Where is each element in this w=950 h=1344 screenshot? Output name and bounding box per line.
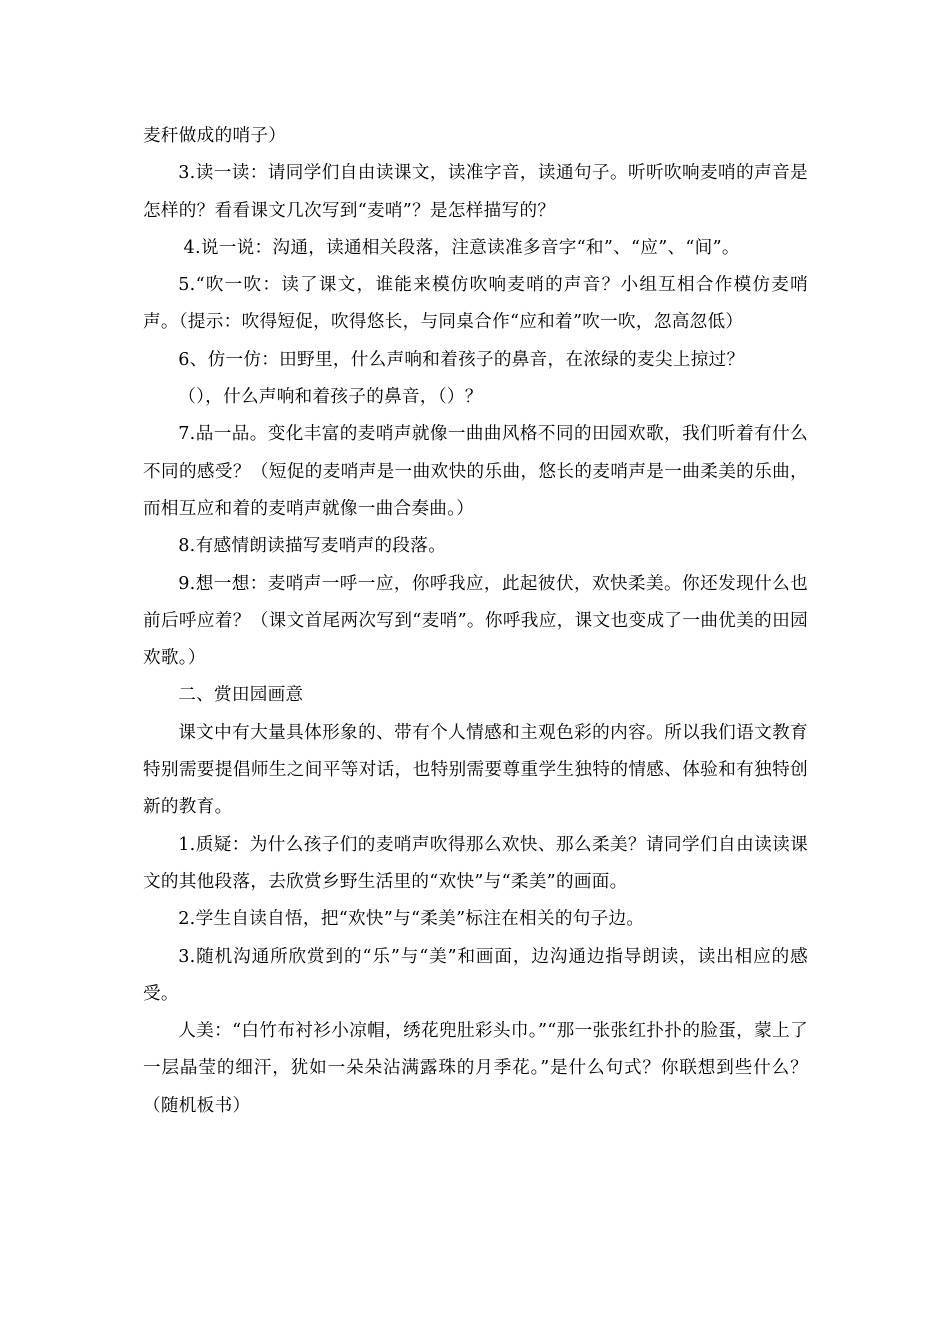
paragraph-step-8-read-aloud: 8.有感情朗读描写麦哨声的段落。 xyxy=(178,536,447,557)
paragraph-continuation: 麦秆做成的哨子） xyxy=(143,126,287,146)
paragraph-step-7-appreciate: 7.品一品。变化丰富的麦哨声就像一曲曲风格不同的田园欢歌，我们听着有什么不同的感受？（短促的麦哨声是一曲欢快的乐曲，悠长的麦哨声是一曲柔美的乐曲，而相互应和着的麦哨声就像一曲合奏曲。） xyxy=(143,424,808,519)
paragraph-question-3: 3.随机沟通所欣赏到的“乐”与“美”和画面，边沟通边指导朗读，读出相应的感受。 xyxy=(143,946,808,1004)
paragraph-step-3-read: 3.读一读：请同学们自由读课文，读准字音，读通句子。听听吹响麦哨的声音是怎样的？看看课文几次写到“麦哨”？是怎样描写的？ xyxy=(143,163,808,221)
document-body xyxy=(143,118,808,1125)
paragraph-step-9-think: 9.想一想：麦哨声一呼一应，你呼我应，此起彼伏，欢快柔美。你还发现什么也前后呼应着？（课文首尾两次写到“麦哨”。你呼我应，课文也变成了一曲优美的田园欢歌。） xyxy=(143,573,808,669)
paragraph-step-6-template: （），什么声响和着孩子的鼻音，（）？ xyxy=(178,387,483,408)
paragraph-step-6-imitate: 6、仿一仿：田野里，什么声响和着孩子的鼻音，在浓绿的麦尖上掠过？ xyxy=(178,349,745,370)
section-heading-2: 二、赏田园画意 xyxy=(178,685,304,706)
paragraph-step-4-speak: 4.说一说：沟通，读通相关段落，注意读准多音字“和”、“应”、“间”。 xyxy=(183,237,740,258)
paragraph-people-beauty: 人美：“白竹布衬衫小凉帽，绣花兜肚彩头巾。”“那一张张红扑扑的脸蛋，蒙上了一层晶莹的细汗，犹如一朵朵沾满露珠的月季花。”是什么句式？你联想到些什么？（随机板书） xyxy=(143,1021,808,1116)
paragraph-step-5-blow: 5.“吹一吹：读了课文，谁能来模仿吹响麦哨的声音？小组互相合作模仿麦哨声。（提示：吹得短促，吹得悠长，与同桌合作“应和着”吹一吹，忽高忽低） xyxy=(143,275,808,333)
paragraph-question-2: 2.学生自读自悟，把“欢快”与“柔美”标注在相关的句子边。 xyxy=(178,909,645,930)
paragraph-question-1: 1.质疑：为什么孩子们的麦哨声吹得那么欢快、那么柔美？请同学们自由读读课文的其他段落，去欣赏乡野生活里的“欢快”与“柔美”的画面。 xyxy=(143,834,808,892)
paragraph-section-intro: 课文中有大量具体形象的、带有个人情感和主观色彩的内容。所以我们语文教育特别需要提倡师生之间平等对话，也特别需要尊重学生独特的情感、体验和有独特创新的教育。 xyxy=(143,722,808,818)
